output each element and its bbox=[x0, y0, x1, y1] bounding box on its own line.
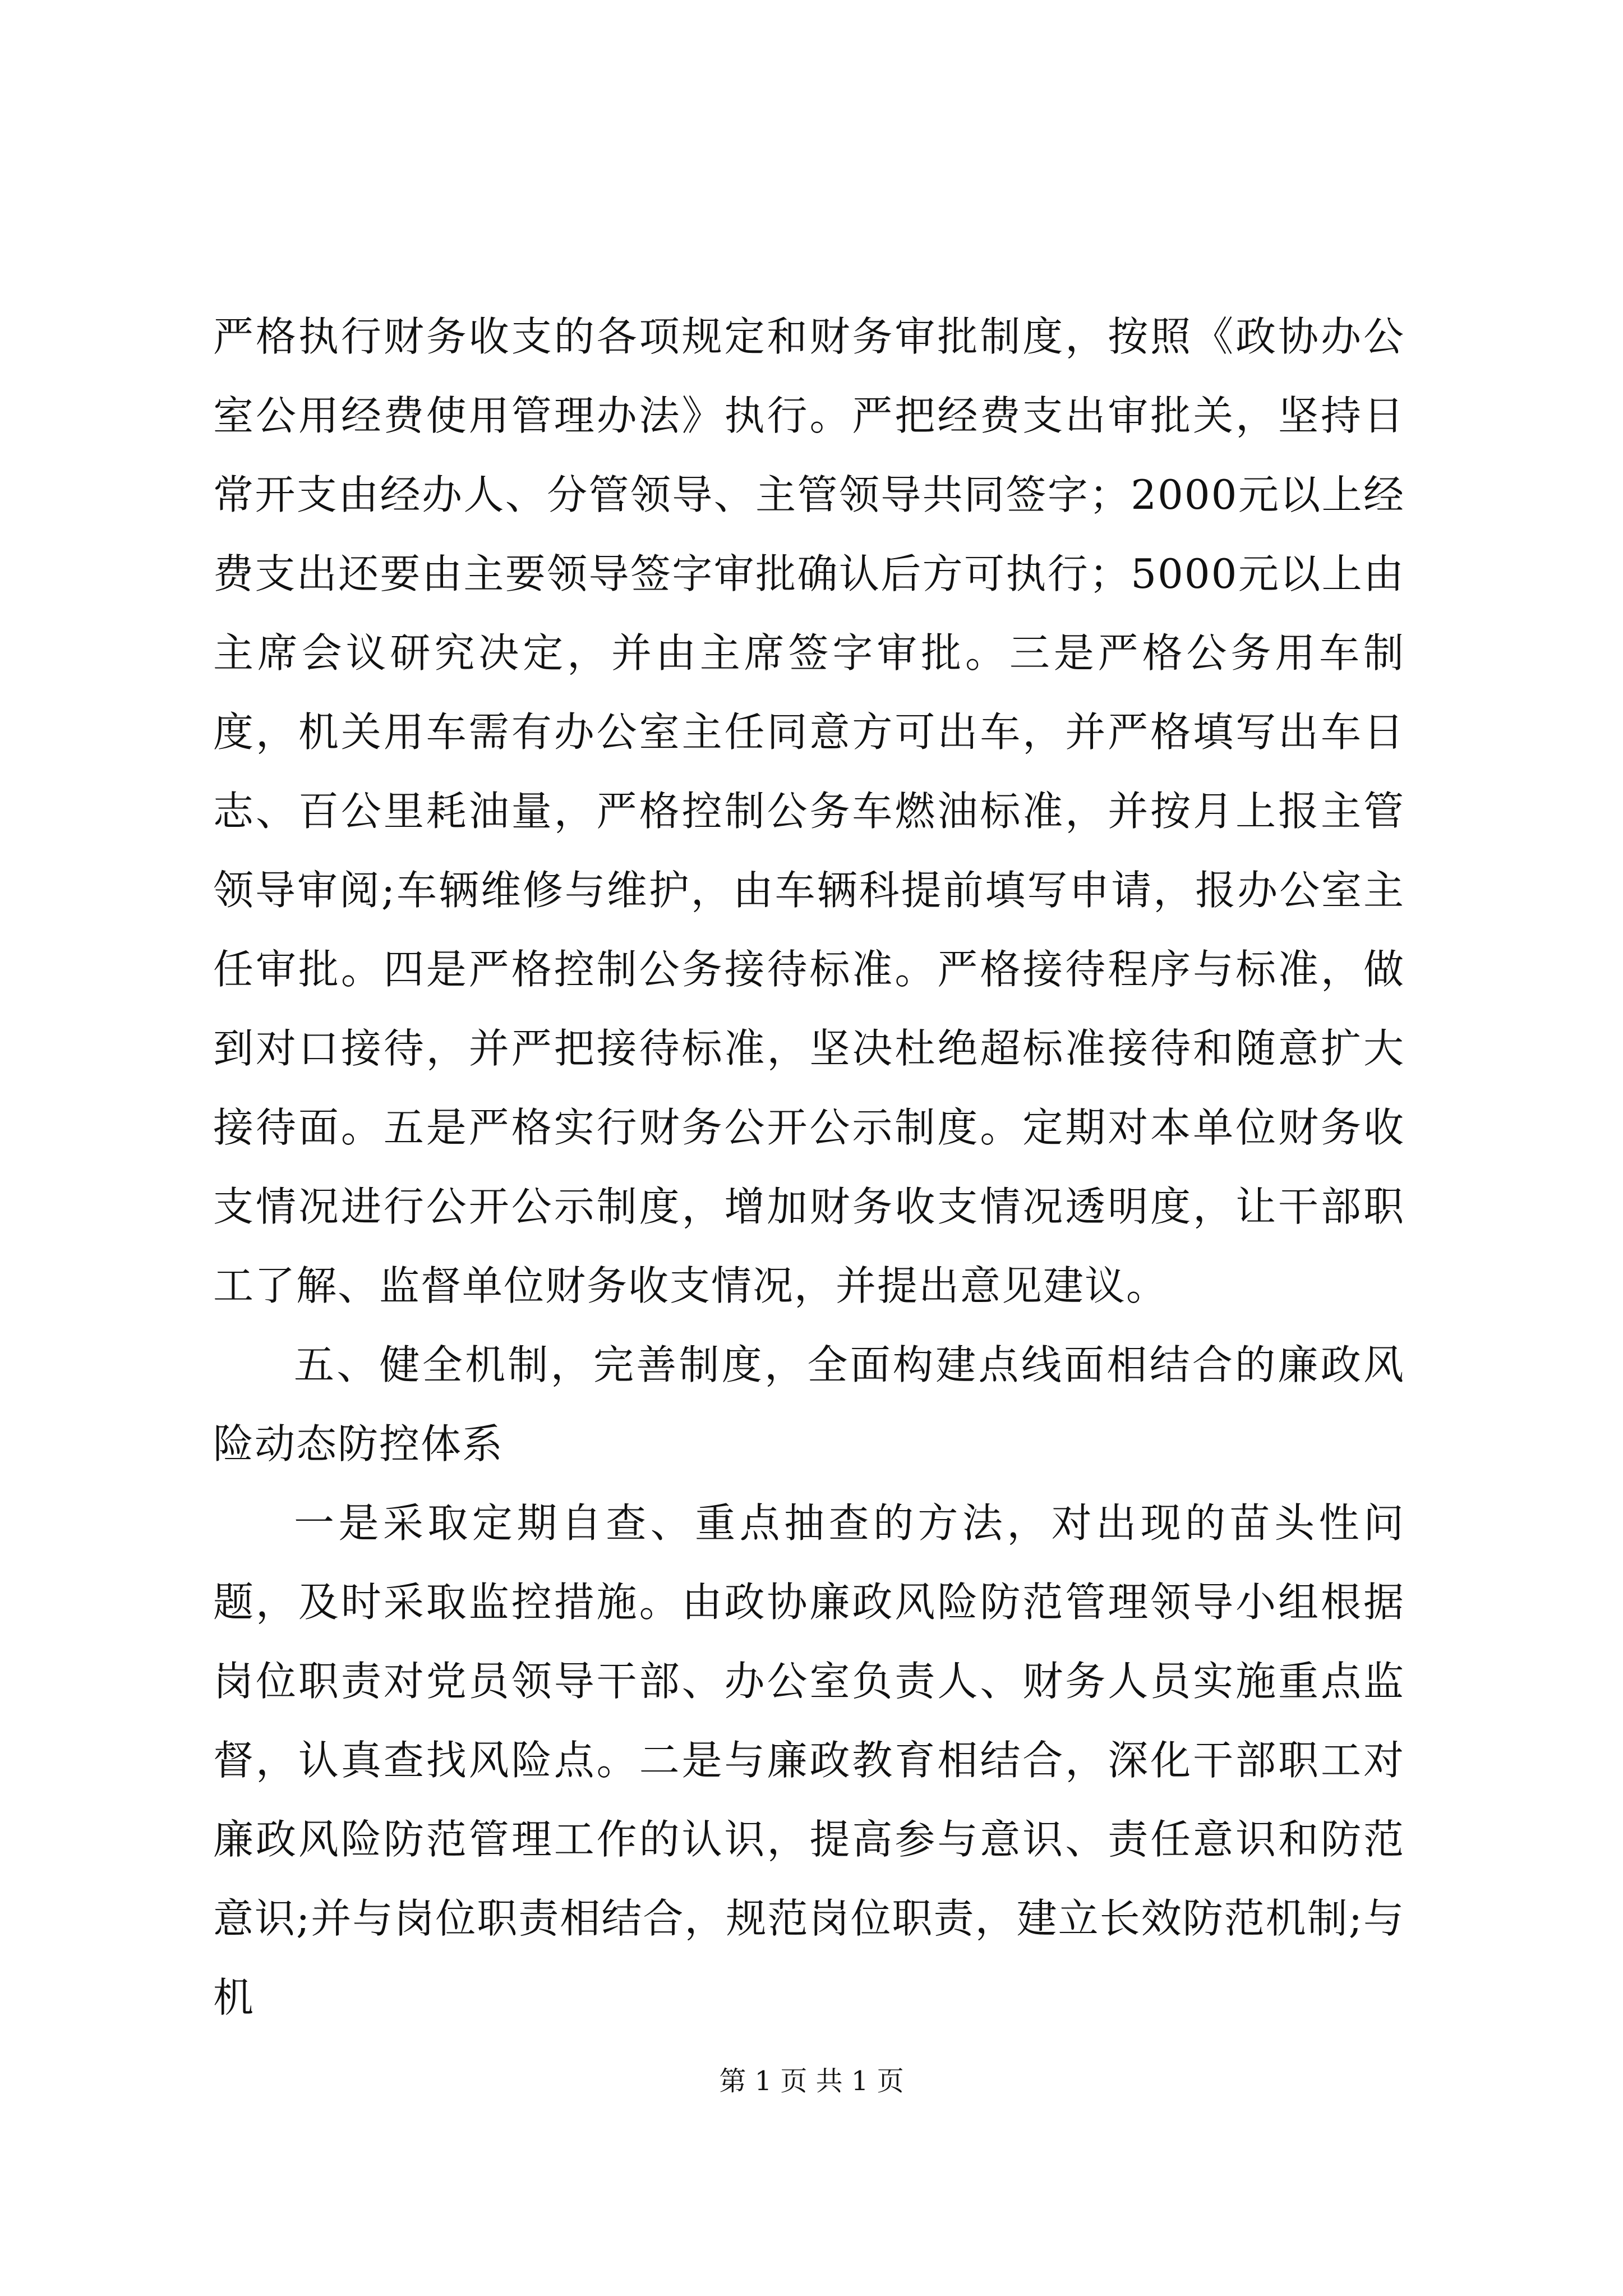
document-body bbox=[213, 297, 1405, 2037]
page-footer: 第 1 页 共 1 页 bbox=[719, 2065, 904, 2097]
paragraph-finance-rules: 严格执行财务收支的各项规定和财务审批制度，按照《政协办公室公用经费使用管理办法》执行。严把经费支出审批关，坚持日常开支由经办人、分管领导、主管领导共同签字；2000元以上经费支出还要由主要领导签字审批确认后方可执行；5000元以上由主席会议研究决定，并由主席签字审批。三是严格公务用车制度，机关用车需有办公室主任同意方可出车，并严格填写出车日志、百公里耗油量，严格控制公务车燃油标准，并按月上报主管领导审阅;车辆维修与维护，由车辆科提前填写申请，报办公室主任审批。四是严格控制公务接待标准。严格接待程序与标准，做到对口接待，并严把接待标准，坚决杜绝超标准接待和随意扩大接待面。五是严格实行财务公开公示制度。定期对本单位财务收支情况进行公开公示制度，增加财务收支情况透明度，让干部职工了解、监督单位财务收支情况，并提出意见建议。 bbox=[213, 313, 1405, 1309]
section-heading-five: 五、健全机制，完善制度，全面构建点线面相结合的廉政风险动态防控体系 bbox=[213, 1341, 1405, 1467]
paragraph-risk-control: 一是采取定期自查、重点抽查的方法，对出现的苗头性问题，及时采取监控措施。由政协廉政风险防范管理领导小组根据岗位职责对党员领导干部、办公室负责人、财务人员实施重点监督，认真查找风险点。二是与廉政教育相结合，深化干部职工对廉政风险防范管理工作的认识，提高参与意识、责任意识和防范意识;并与岗位职责相结合，规范岗位职责，建立长效防范机制;与机 bbox=[213, 1499, 1405, 2021]
